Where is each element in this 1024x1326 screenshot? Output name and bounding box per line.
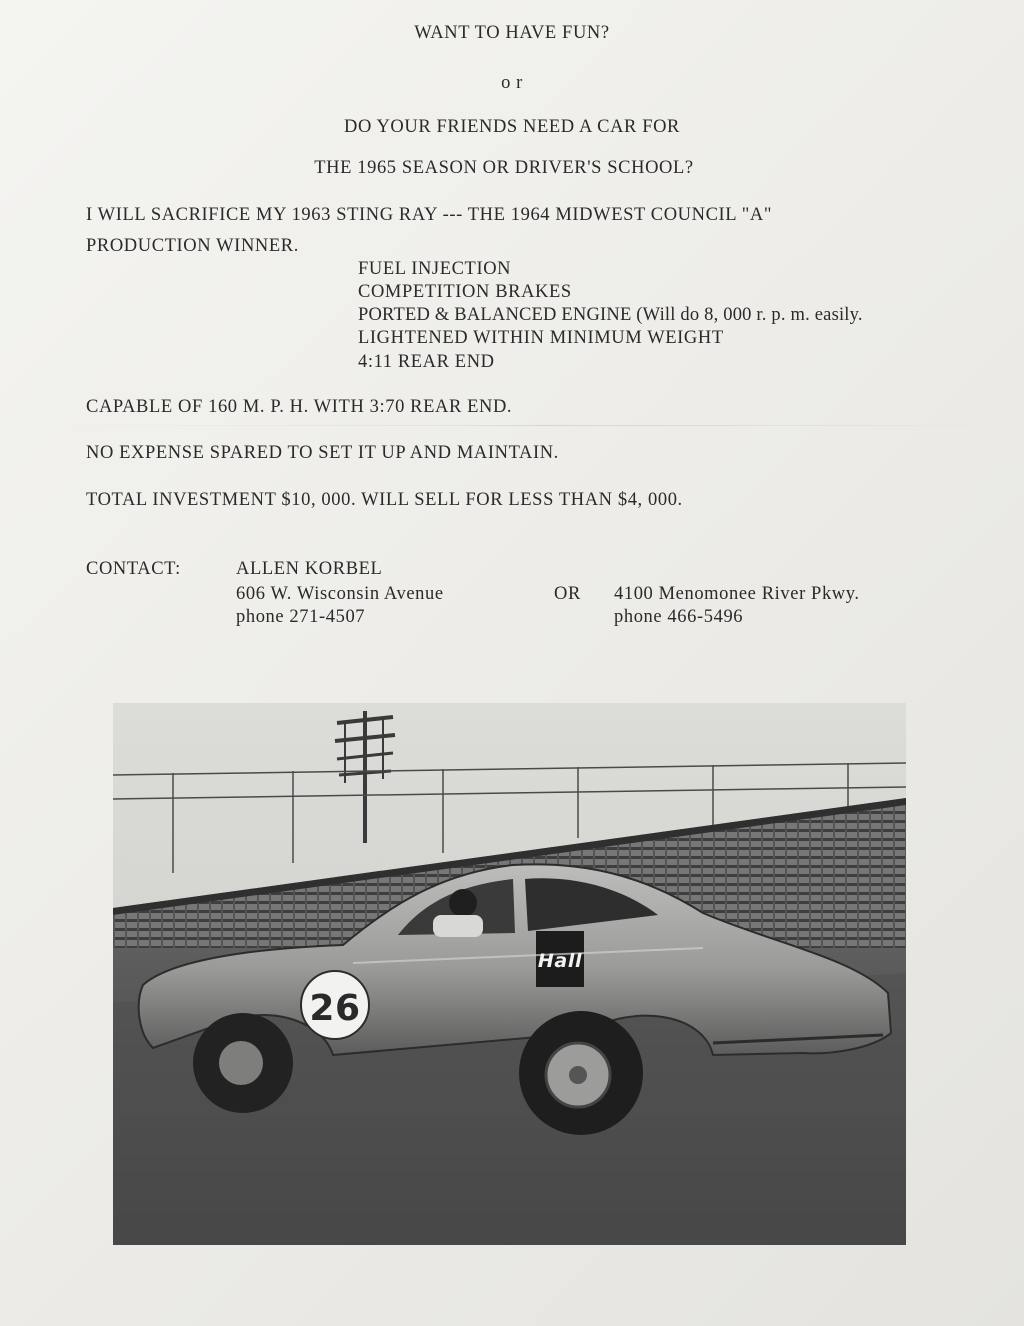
- headline-want-fun: WANT TO HAVE FUN?: [414, 23, 610, 43]
- capable-line: CAPABLE OF 160 M. P. H. WITH 3:70 REAR END.: [86, 397, 513, 417]
- intro-line-2: PRODUCTION WINNER.: [86, 236, 299, 256]
- race-number: 26: [309, 988, 361, 1029]
- contact-address-1: 606 W. Wisconsin Avenue: [236, 584, 444, 604]
- race-car-photo: [113, 703, 906, 1245]
- feature-item: 4:11 REAR END: [358, 352, 495, 372]
- feature-item: LIGHTENED WITHIN MINIMUM WEIGHT: [358, 328, 724, 348]
- contact-address-2: 4100 Menomonee River Pkwy.: [614, 584, 860, 604]
- no-expense-line: NO EXPENSE SPARED TO SET IT UP AND MAINTAIN.: [86, 443, 559, 463]
- feature-item: COMPETITION BRAKES: [358, 282, 572, 302]
- contact-label: CONTACT:: [86, 559, 181, 579]
- headline-friends: DO YOUR FRIENDS NEED A CAR FOR: [344, 117, 680, 137]
- investment-line: TOTAL INVESTMENT $10, 000. WILL SELL FOR LESS THAN $4, 000.: [86, 490, 683, 510]
- contact-or: OR: [554, 584, 581, 604]
- race-car-photo-art: [113, 703, 906, 1245]
- feature-item: FUEL INJECTION: [358, 259, 512, 279]
- paper-fold-crease: [0, 425, 1024, 426]
- headline-or: o r: [501, 73, 523, 93]
- intro-line-1: I WILL SACRIFICE MY 1963 STING RAY --- THE 1964 MIDWEST COUNCIL "A": [86, 205, 773, 225]
- contact-name: ALLEN KORBEL: [236, 559, 383, 579]
- contact-phone-2: phone 466-5496: [614, 607, 744, 627]
- feature-item: PORTED & BALANCED ENGINE (Will do 8, 000 r. p. m. easily.: [358, 305, 863, 325]
- sponsor-decal: Hall: [537, 950, 583, 972]
- headline-season: THE 1965 SEASON OR DRIVER'S SCHOOL?: [314, 158, 694, 178]
- contact-phone-1: phone 271-4507: [236, 607, 366, 627]
